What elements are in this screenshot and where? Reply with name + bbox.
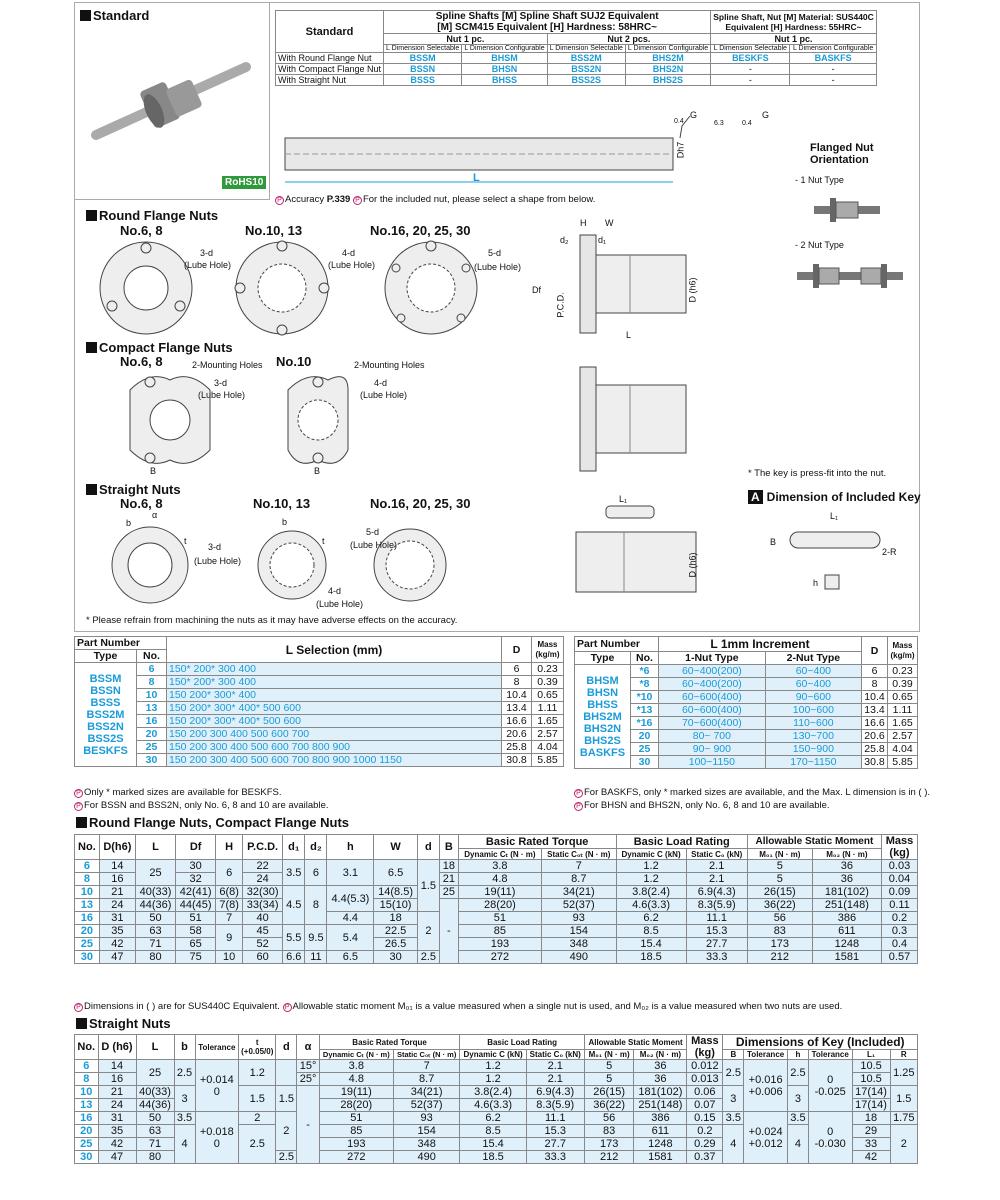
straight-row: 8 16 25° 4.8 8.7 1.2 2.1 5 36 0.013 10.5: [75, 1073, 918, 1086]
sel-row: 30 150 200 300 400 500 600 700 800 900 1000 1150 30.8 5.85: [75, 754, 564, 767]
sel-note1: P Only * marked sizes are available for BESKFS.: [74, 787, 281, 798]
round-title: Round Flange Nuts: [86, 208, 218, 223]
side-W: W: [605, 218, 614, 228]
straight-table: No. D (h6) L b Tolerance t (+0.05/0) d α Basic Rated Torque Basic Load Rating Allowable Static Moment Mass (kg) Dimensions of Key (Included) Dynamic Cₜ (N · m) Static C₀ₜ (N · m) Dynamic C (kN) Static C₀ (kN) M₀₁ (N · m) M₀₂ (N · m) B Tolerance h Tolerance L₁ R 6 14 25 2.5 +0.014 0 1.2 15° 3.8 7 1.2 2.1 5 36 0.012 2.5 +0.016 +0.006 2.5 0 -0.025 10.5 1.25 8 16 25° 4.8 8.7 1.2 2.1 5 36 0.013 10.5 10 21 40(33) 3 1.5 1.5 - 19(11) 34(21) 3.8(2.4) 6.9(4.3) 26(15) 181(102) 0.06 3 3 17(14) 1.5 13 24 44(36) 28(20) 52(37) 4.6(3.3) 8.3(5.9) 36(22) 251(148) 0.07 17(14) 16 31 50 3.5 +0.018 0 2 2 51 93 6.2 11.1 56 386 0.15 3.5 +0.024 +0.012 3.5 0 -0.030 18 1.75 20 35 63 4 2.5 85 154 8.5 15.3 83 611 0.2 4 4 29 2 25 42 71 193 348 15.4 27.7 173 1248 0.29 33 30 47 80 2.5 272 490 18.5 33.3 212 1581 0.37 42: [74, 1034, 918, 1164]
straight-a: α: [152, 510, 158, 520]
straight-title: Straight Nuts: [86, 482, 181, 497]
sel-row: 13 150 200* 300* 400* 500 600 13.4 1.11: [75, 702, 564, 715]
key-B: B: [770, 537, 777, 547]
straight-row: 25 42 71 193 348 15.4 27.7 173 1248 0.29 33: [75, 1138, 918, 1151]
side-Df: Df: [532, 285, 541, 295]
flange-row: 13 24 44(36) 44(45) 7(8) 33(34) 15(10) - 28(20) 52(37) 4.6(3.3) 8.3(5.9) 36(22) 251(148) 0.11: [75, 899, 918, 912]
spec-h-mat2: Spline Shaft, Nut [M] Material: SUS440C Equivalent [H] Hardness: 55HRC~: [711, 11, 877, 34]
key-R: 2-R: [882, 547, 897, 557]
surface-g63: 6.3: [714, 120, 724, 127]
compact-lube2: (Lube Hole): [360, 390, 408, 400]
selection-table: Part Number L Selection (mm) D Mass (kg/m) Type No. BSSM BSSN BSSS BSS2M BSS2N BSS2S BESKFS 6 150* 200* 300 400 6 0.23 8 150* 200* 300 400 8 0.39 10 150 200* 300* 400 10.4 0.65 13 150 200* 300* 400* 500 600 13.4 1.11 16 150 200* 300* 400* 500 600 16.6 1.65 20 150 200 300 400 500 600 700 20.6 2.57 25 150 200 300 400 500 600 700 800 900 25.8 4.04 30 150 200 300 400 500 600 700 800 900 1000 1150 30.8 5.85: [74, 636, 564, 767]
flange-row: 30 47 80 75 10 60 6.6 11 6.5 30 2.5 272 490 18.5 33.3 212 1581 0.57: [75, 951, 918, 964]
sel-note2: P For BSSN and BSS2N, only No. 6, 8 and 10 are available.: [74, 800, 329, 811]
straight-side-drawing: [570, 490, 720, 605]
product-image: [88, 55, 258, 150]
compact-d2: 4-d: [374, 378, 388, 388]
straight-btol1: +0.016 +0.006: [744, 1060, 788, 1112]
flange-row: 6 14 25 30 6 22 3.5 6 3.1 6.5 1.5 18 3.8 7 1.2 2.1 5 36 0.03: [75, 860, 918, 873]
compact-B2: B: [314, 466, 321, 476]
compact-flange-drawings: [120, 370, 360, 475]
round-lube3: (Lube Hole): [474, 262, 522, 272]
flange-row: 16 31 50 51 7 40 4.4 18 2 51 93 6.2 11.1 56 386 0.2: [75, 912, 918, 925]
straight-drawings: [110, 520, 450, 610]
straight-htol1: 0 -0.025: [808, 1060, 852, 1112]
side-d2: d₂: [560, 235, 569, 245]
two-nut-icon: [795, 258, 905, 294]
flange-row: 25 42 71 65 52 26.5 193 348 15.4 27.7 173 1248 0.4: [75, 938, 918, 951]
shaft-G: G: [690, 110, 698, 120]
straight-d1: 3-d: [208, 542, 222, 552]
sel-row: BSSM BSSN BSSS BSS2M BSS2N BSS2S BESKFS 6 150* 200* 300 400 6 0.23: [75, 663, 564, 676]
round-d1: 3-d: [200, 248, 214, 258]
shaft-g04: 0.4: [674, 118, 684, 125]
inc-row: 25 90~ 900 150~900 25.8 4.04: [575, 743, 918, 756]
round-n3: No.16, 20, 25, 30: [370, 223, 471, 238]
straight-t: t: [184, 536, 187, 546]
round-n1: No.6, 8: [120, 223, 163, 238]
spec-lc: L Dimension Configurable: [790, 45, 876, 53]
flanged-title: Flanged Nut Orientation: [810, 142, 874, 166]
inc-note1: P For BASKFS, only * marked sizes are available, and the Max. L dimension is in ( ).: [574, 787, 930, 798]
spec-ls: L Dimension Selectable: [384, 45, 462, 53]
round-d3: 5-d: [488, 248, 502, 258]
straight-lube2: (Lube Hole): [316, 599, 364, 609]
refrain-note: * Please refrain from machining the nuts as it may have adverse effects on the accuracy.: [86, 615, 458, 626]
surface-G: G: [762, 110, 770, 120]
sel-row: 25 150 200 300 400 500 600 700 800 900 25.8 4.04: [75, 741, 564, 754]
sel-row: 20 150 200 300 400 500 600 700 20.6 2.57: [75, 728, 564, 741]
inc-row: 30 100~1150 170~1150 30.8 5.85: [575, 756, 918, 769]
side-d1: d₁: [598, 235, 607, 245]
straight-htol2: 0 -0.030: [808, 1112, 852, 1164]
side-Dh6: D (h6): [687, 277, 698, 303]
spec-nut1: Nut 1 pc.: [384, 34, 548, 45]
spec-nut2: Nut 2 pcs.: [547, 34, 711, 45]
compact-title: Compact Flange Nuts: [86, 340, 233, 355]
increment-table: Part Number L 1mm Increment D Mass (kg/m) Type No. 1-Nut Type 2-Nut Type BHSM BHSN BHSS BHS2M BHS2N BHS2S BASKFS *6 60~400(200) 60~400 6 0.23 *8 60~400(200) 60~400 8 0.39 *10 60~600(400) 90~600 10.4 0.65 *13 60~600(400) 100~600 13.4 1.11 *16 70~600(400) 110~600 16.6 1.65 20 80~ 700 130~700 20.6 2.57 25 90~ 900 150~900 25.8 4.04 30 100~1150 170~1150 30.8 5.85: [574, 636, 918, 769]
side-PCD: P.C.D.: [555, 292, 566, 318]
sel-types: BSSM BSSN BSSS BSS2M BSS2N BSS2S BESKFS: [75, 663, 137, 767]
straight-table-title: Straight Nuts: [76, 1016, 171, 1031]
straight-b: b: [126, 518, 132, 528]
straight-tol2: +0.018 0: [195, 1112, 239, 1164]
inc-row: 20 80~ 700 130~700 20.6 2.57: [575, 730, 918, 743]
inc-row: *16 70~600(400) 110~600 16.6 1.65: [575, 717, 918, 730]
spec-table: [275, 10, 877, 86]
straight-d3: 5-d: [366, 527, 380, 537]
straight-n3: No.16, 20, 25, 30: [370, 496, 471, 511]
rohs-badge: RoHS10: [222, 176, 266, 189]
surface-g04: 0.4: [742, 120, 752, 127]
flange-row: 10 21 40(33) 42(41) 6(8) 32(30) 4.5 8 4.4(5.3) 14(8.5) 25 19(11) 34(21) 3.8(2.4) 6.9(4.3) 26(15) 181(102) 0.09: [75, 886, 918, 899]
spec-lc: L Dimension Configurable: [625, 45, 710, 53]
compact-n1: No.6, 8: [120, 354, 163, 369]
straight-side-Dh6: D (h6): [687, 552, 698, 578]
compact-n2: No.10: [276, 354, 312, 369]
straight-row: 6 14 25 2.5 +0.014 0 1.2 15° 3.8 7 1.2 2.1 5 36 0.012 2.5 +0.016 +0.006 2.5 0 -0.025 10.5 1.25: [75, 1060, 918, 1073]
standard-title: Standard: [80, 8, 149, 23]
key-press-note: * The key is press-fit into the nut.: [748, 468, 887, 479]
side-L: L: [626, 330, 632, 340]
sel-row: 8 150* 200* 300 400 8 0.39: [75, 676, 564, 689]
round-flange-drawings: [96, 238, 536, 338]
spec-h-standard: Standard: [276, 11, 384, 53]
spec-ls: L Dimension Selectable: [547, 45, 625, 53]
inc-row: *8 60~400(200) 60~400 8 0.39: [575, 678, 918, 691]
spec-ls: L Dimension Selectable: [711, 45, 790, 53]
straight-b2: b: [282, 517, 288, 527]
straight-t2: t: [322, 536, 325, 546]
compact-d1: 3-d: [214, 378, 228, 388]
sel-row: 16 150 200* 300* 400* 500 600 16.6 1.65: [75, 715, 564, 728]
straight-lube1: (Lube Hole): [194, 556, 242, 566]
one-nut-label: - 1 Nut Type: [795, 175, 844, 185]
inc-note2: P For BHSN and BHS2N, only No. 6, 8 and 10 are available.: [574, 800, 830, 811]
spec-row: With Straight Nut BSSS BHSS BSS2S BHS2S - -: [276, 75, 877, 86]
straight-row: 10 21 40(33) 3 1.5 1.5 - 19(11) 34(21) 3.8(2.4) 6.9(4.3) 26(15) 181(102) 0.06 3 3 17(14) 1.5: [75, 1086, 918, 1099]
flange-table-title: Round Flange Nuts, Compact Flange Nuts: [76, 815, 349, 830]
key-title: A Dimension of Included Key: [748, 490, 921, 504]
flange-notes: P Dimensions in ( ) are for SUS440C Equivalent. P Allowable static moment M₀₁ is a value measured when a single nut is used, and M₀₂ is a value measured when two nuts are used.: [74, 1001, 842, 1012]
sel-row: 10 150 200* 300* 400 10.4 0.65: [75, 689, 564, 702]
flange-row: 8 16 32 24 21 4.8 8.7 1.2 2.1 5 36 0.04: [75, 873, 918, 886]
round-lube2: (Lube Hole): [328, 260, 376, 270]
inc-types: BHSM BHSN BHSS BHS2M BHS2N BHS2S BASKFS: [575, 665, 631, 769]
round-lube1: (Lube Hole): [184, 260, 232, 270]
straight-row: 20 35 63 4 2.5 85 154 8.5 15.3 83 611 0.2 4 4 29 2: [75, 1125, 918, 1138]
compact-mh2: 2-Mounting Holes: [354, 360, 425, 370]
straight-row: 16 31 50 3.5 +0.018 0 2 2 51 93 6.2 11.1 56 386 0.15 3.5 +0.024 +0.012 3.5 0 -0.030 18 1.75: [75, 1112, 918, 1125]
shaft-drawing: [280, 110, 700, 190]
spec-h-mat1: Spline Shafts [M] Spline Shaft SUJ2 Equivalent [M] SCM415 Equivalent [H] Hardness: 58HRC~: [384, 11, 711, 34]
key-h: h: [813, 578, 819, 588]
two-nut-label: - 2 Nut Type: [795, 240, 844, 250]
compact-mh1: 2-Mounting Holes: [192, 360, 263, 370]
inc-row: *10 60~600(400) 90~600 10.4 0.65: [575, 691, 918, 704]
spec-row: With Compact Flange Nut BSSN BHSN BSS2N BHS2N - -: [276, 64, 877, 75]
straight-n1: No.6, 8: [120, 496, 163, 511]
key-L1: L₁: [830, 511, 839, 521]
straight-btol2: +0.024 +0.012: [744, 1112, 788, 1164]
straight-row: 13 24 44(36) 28(20) 52(37) 4.6(3.3) 8.3(5.9) 36(22) 251(148) 0.07 17(14): [75, 1099, 918, 1112]
straight-lube3: (Lube Hole): [350, 540, 398, 550]
spec-row: With Round Flange Nut BSSM BHSM BSS2M BHS2M BESKFS BASKFS: [276, 53, 877, 64]
flange-row: 20 35 63 58 9 45 5.5 9.5 5.4 22.5 85 154 8.5 15.3 83 611 0.3: [75, 925, 918, 938]
straight-row: 30 47 80 2.5 272 490 18.5 33.3 212 1581 0.37 42: [75, 1151, 918, 1164]
spec-nut3: Nut 1 pc.: [711, 34, 877, 45]
inc-row: *13 60~600(400) 100~600 13.4 1.11: [575, 704, 918, 717]
inc-row: BHSM BHSN BHSS BHS2M BHS2N BHS2S BASKFS *6 60~400(200) 60~400 6 0.23: [575, 665, 918, 678]
shaft-L: L: [473, 172, 480, 184]
straight-d2: 4-d: [328, 586, 342, 596]
flange-table: No. D(h6) L Df H P.C.D. d₁ d₂ h W d B Basic Rated Torque Basic Load Rating Allowable Static Moment Mass (kg) Dynamic Cₜ (N · m) Static C₀ₜ (N · m) Dynamic C (kN) Static C₀ (kN) M₀₁ (N · m) M₀₂ (N · m) 6 14 25 30 6 22 3.5 6 3.1 6.5 1.5 18 3.8 7 1.2 2.1 5 36 0.03 8 16 32 24 21 4.8 8.7 1.2 2.1 5 36 0.04 10 21 40(33) 42(41) 6(8) 32(30) 4.5 8 4.4(5.3) 14(8.5) 25 19(11) 34(21) 3.8(2.4) 6.9(4.3) 26(15) 181(102) 0.09 13 24 44(36) 44(45) 7(8) 33(34) 15(10) - 28(20) 52(37) 4.6(3.3) 8.3(5.9) 36(22) 251(148) 0.11 16 31 50 51 7 40 4.4 18 2 51 93 6.2 11.1 56 386 0.2 20 35 63 58 9 45 5.5 9.5 5.4 22.5 85 154 8.5 15.3 83 611 0.3 25 42 71 65 52 26.5 193 348 15.4 27.7 173 1248 0.4 30 47 80 75 10 60 6.6 11 6.5 30 2.5 272 490 18.5 33.3 212 1581 0.57: [74, 834, 918, 964]
compact-side-drawing: [540, 355, 720, 485]
straight-side-L1: L₁: [619, 494, 628, 504]
straight-tol1: +0.014 0: [195, 1060, 239, 1112]
shaft-Dh7: Dh7: [675, 141, 686, 159]
round-d2: 4-d: [342, 248, 356, 258]
one-nut-icon: [812, 192, 882, 228]
compact-B1: B: [150, 466, 157, 476]
straight-n2: No.10, 13: [253, 496, 311, 511]
compact-lube1: (Lube Hole): [198, 390, 246, 400]
round-n2: No.10, 13: [245, 223, 303, 238]
side-H: H: [580, 218, 587, 228]
key-drawing: [780, 520, 890, 600]
note-accuracy: P Accuracy P.339 P For the included nut, please select a shape from below.: [275, 194, 595, 205]
spec-lc: L Dimension Configurable: [462, 45, 547, 53]
